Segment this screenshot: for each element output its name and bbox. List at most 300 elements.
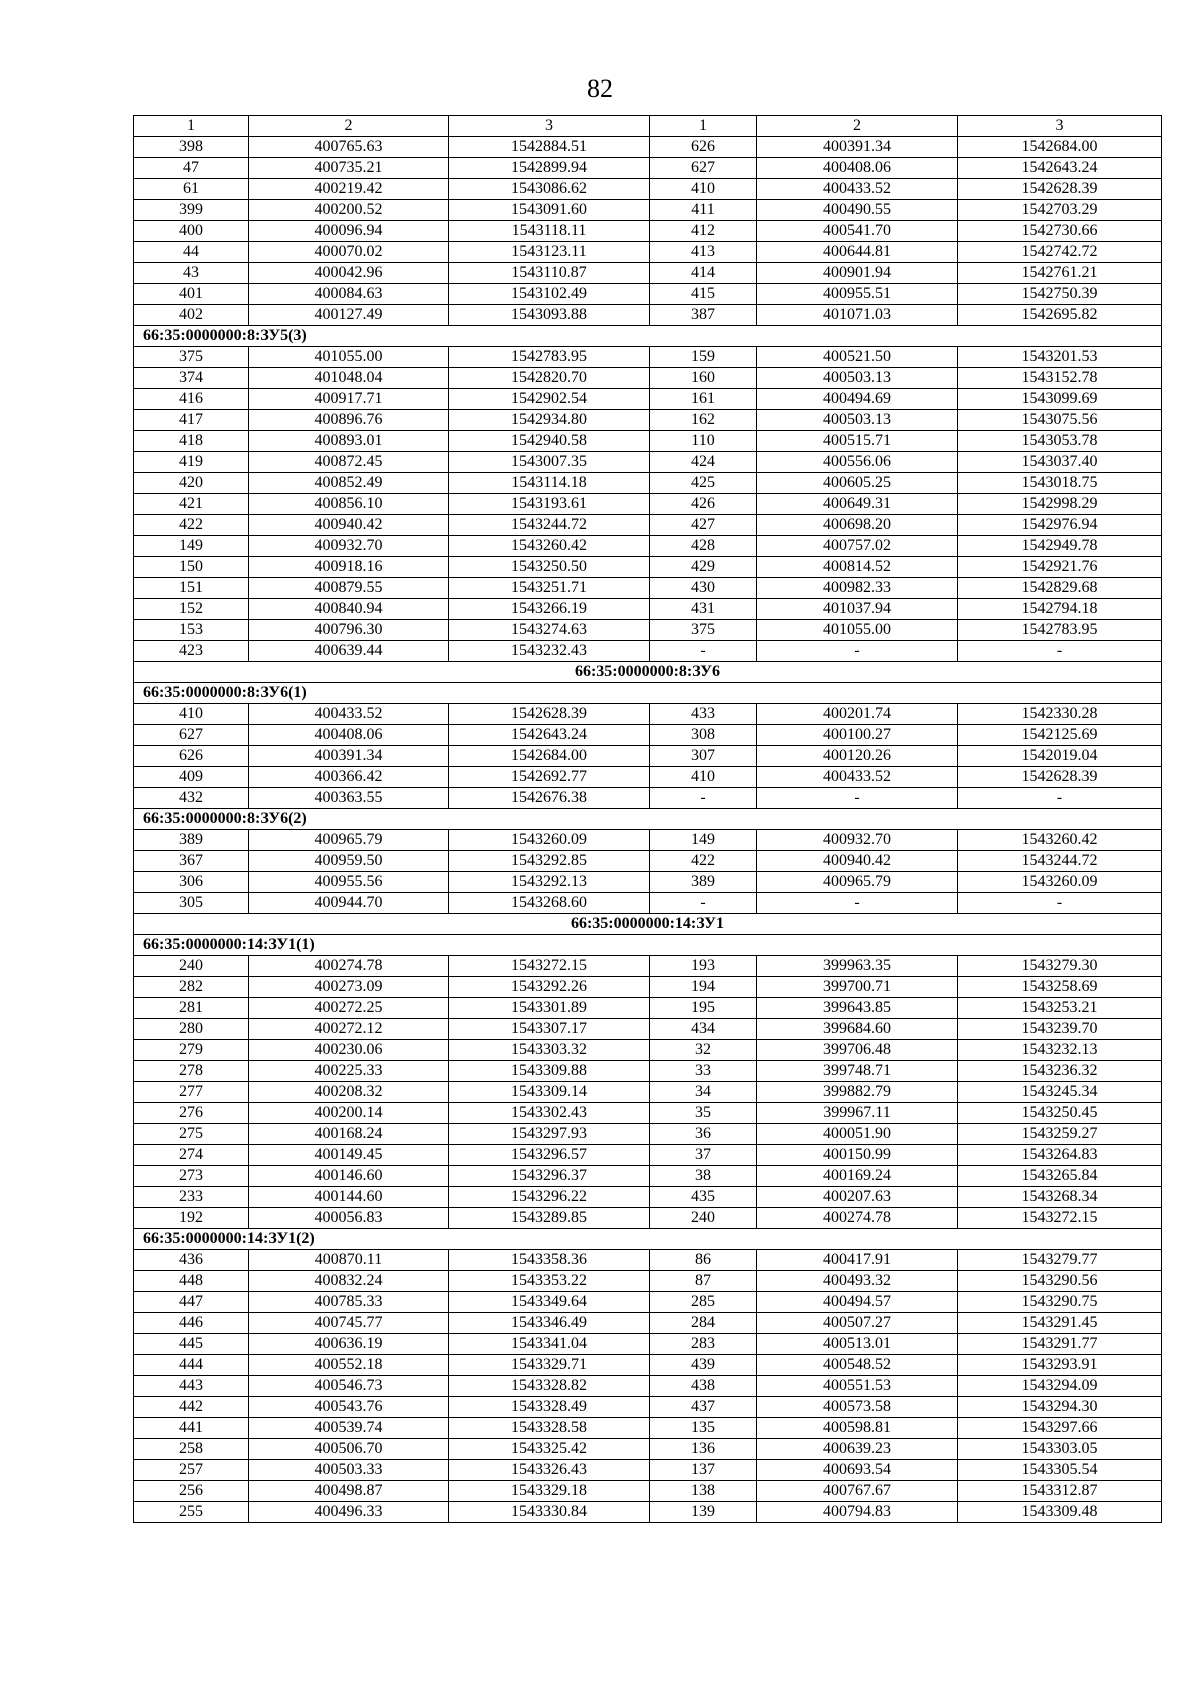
table-row xyxy=(134,641,1162,662)
table-cell: 400433.52 xyxy=(757,767,958,788)
table-cell: 401055.00 xyxy=(757,620,958,641)
table-cell: 400274.78 xyxy=(249,956,449,977)
table-cell: 1543329.18 xyxy=(449,1481,650,1502)
table-cell: 1542684.00 xyxy=(958,137,1162,158)
table-cell: 1543309.14 xyxy=(449,1082,650,1103)
section-heading-row xyxy=(134,683,1162,704)
table-cell: 400490.55 xyxy=(757,200,958,221)
table-cell: 193 xyxy=(650,956,757,977)
table-cell: 401037.94 xyxy=(757,599,958,620)
table-row xyxy=(134,389,1162,410)
table-cell: 161 xyxy=(650,389,757,410)
table-cell: 1542628.39 xyxy=(958,179,1162,200)
table-row xyxy=(134,872,1162,893)
table-cell: 37 xyxy=(650,1145,757,1166)
table-cell: 1543091.60 xyxy=(449,200,650,221)
table-cell: 1543258.69 xyxy=(958,977,1162,998)
table-cell: 1543292.13 xyxy=(449,872,650,893)
table-cell: 1542940.58 xyxy=(449,431,650,452)
table-cell: 421 xyxy=(134,494,249,515)
table-cell: 1543279.77 xyxy=(958,1250,1162,1271)
table-cell: 399643.85 xyxy=(757,998,958,1019)
table-cell: 38 xyxy=(650,1166,757,1187)
table-cell: 400796.30 xyxy=(249,620,449,641)
table-cell: 1542628.39 xyxy=(958,767,1162,788)
table-cell: 1543294.09 xyxy=(958,1376,1162,1397)
table-cell: 306 xyxy=(134,872,249,893)
table-row xyxy=(134,221,1162,242)
table-cell: 308 xyxy=(650,725,757,746)
table-row xyxy=(134,956,1162,977)
table-cell: 1542902.54 xyxy=(449,389,650,410)
table-row xyxy=(134,473,1162,494)
table-cell: 400120.26 xyxy=(757,746,958,767)
table-cell: 35 xyxy=(650,1103,757,1124)
table-cell: 426 xyxy=(650,494,757,515)
table-cell: 1543305.54 xyxy=(958,1460,1162,1481)
table-cell: 400515.71 xyxy=(757,431,958,452)
table-cell: 1543007.35 xyxy=(449,452,650,473)
table-cell: 1543297.93 xyxy=(449,1124,650,1145)
table-cell: 400144.60 xyxy=(249,1187,449,1208)
table-cell: 1543329.71 xyxy=(449,1355,650,1376)
table-cell: 61 xyxy=(134,179,249,200)
table-cell: 400219.42 xyxy=(249,179,449,200)
table-cell: 429 xyxy=(650,557,757,578)
table-row xyxy=(134,1061,1162,1082)
table-row xyxy=(134,1082,1162,1103)
table-cell: 1543307.17 xyxy=(449,1019,650,1040)
table-cell: 423 xyxy=(134,641,249,662)
table-row xyxy=(134,1250,1162,1271)
table-cell: 400272.12 xyxy=(249,1019,449,1040)
table-row xyxy=(134,557,1162,578)
table-cell: 400363.55 xyxy=(249,788,449,809)
table-cell: 400225.33 xyxy=(249,1061,449,1082)
group-title: 66:35:0000000:14:ЗУ1 xyxy=(134,914,1162,935)
table-cell: 1542899.94 xyxy=(449,158,650,179)
table-cell: 1542742.72 xyxy=(958,242,1162,263)
table-cell: 400959.50 xyxy=(249,851,449,872)
page-number: 82 xyxy=(587,74,613,103)
table-cell: 411 xyxy=(650,200,757,221)
table-cell: 1543274.63 xyxy=(449,620,650,641)
table-cell: 136 xyxy=(650,1439,757,1460)
table-cell: 400932.70 xyxy=(757,830,958,851)
table-cell: 627 xyxy=(650,158,757,179)
table-cell: 400932.70 xyxy=(249,536,449,557)
table-cell: 1543301.89 xyxy=(449,998,650,1019)
table-cell: 400273.09 xyxy=(249,977,449,998)
table-cell: 1543264.83 xyxy=(958,1145,1162,1166)
table-cell: 400503.13 xyxy=(757,368,958,389)
table-cell: 1543265.84 xyxy=(958,1166,1162,1187)
table-cell: 413 xyxy=(650,242,757,263)
table-cell: 1543201.53 xyxy=(958,347,1162,368)
table-cell: 400150.99 xyxy=(757,1145,958,1166)
header-cell: 2 xyxy=(757,116,958,137)
group-title-row xyxy=(134,914,1162,935)
table-row xyxy=(134,1355,1162,1376)
table-cell: 159 xyxy=(650,347,757,368)
table-cell: 258 xyxy=(134,1439,249,1460)
table-cell: 400896.76 xyxy=(249,410,449,431)
table-cell: 135 xyxy=(650,1418,757,1439)
table-cell: 1543268.34 xyxy=(958,1187,1162,1208)
table-cell: 375 xyxy=(650,620,757,641)
table-cell: 420 xyxy=(134,473,249,494)
table-cell: 627 xyxy=(134,725,249,746)
table-cell: 436 xyxy=(134,1250,249,1271)
table-cell: 400856.10 xyxy=(249,494,449,515)
table-cell: 256 xyxy=(134,1481,249,1502)
group-title: 66:35:0000000:8:ЗУ6 xyxy=(134,662,1162,683)
table-cell: 400506.70 xyxy=(249,1439,449,1460)
table-cell: 400408.06 xyxy=(249,725,449,746)
table-cell: 422 xyxy=(650,851,757,872)
table-cell: 437 xyxy=(650,1397,757,1418)
table-row xyxy=(134,305,1162,326)
table-cell: 400735.21 xyxy=(249,158,449,179)
table-cell: 414 xyxy=(650,263,757,284)
table-cell: 279 xyxy=(134,1040,249,1061)
table-cell: 1543292.85 xyxy=(449,851,650,872)
table-row xyxy=(134,452,1162,473)
table-cell: 1543232.13 xyxy=(958,1040,1162,1061)
table-cell: 445 xyxy=(134,1334,249,1355)
table-cell: 400494.57 xyxy=(757,1292,958,1313)
section-heading-row xyxy=(134,809,1162,830)
table-cell: 400051.90 xyxy=(757,1124,958,1145)
table-row xyxy=(134,1166,1162,1187)
table-cell: 400208.32 xyxy=(249,1082,449,1103)
table-cell: 1543245.34 xyxy=(958,1082,1162,1103)
table-cell: 400496.33 xyxy=(249,1502,449,1523)
table-cell: 1543259.27 xyxy=(958,1124,1162,1145)
table-cell: 400521.50 xyxy=(757,347,958,368)
table-cell: 87 xyxy=(650,1271,757,1292)
table-row xyxy=(134,410,1162,431)
table-row xyxy=(134,347,1162,368)
table-cell: - xyxy=(650,788,757,809)
table-cell: 47 xyxy=(134,158,249,179)
table-cell: 399706.48 xyxy=(757,1040,958,1061)
table-cell: 1542703.29 xyxy=(958,200,1162,221)
table-cell: 410 xyxy=(650,767,757,788)
table-cell: 1543328.49 xyxy=(449,1397,650,1418)
table-cell: 433 xyxy=(650,704,757,725)
table-cell: 1543309.88 xyxy=(449,1061,650,1082)
table-cell: 400070.02 xyxy=(249,242,449,263)
table-cell: 1542998.29 xyxy=(958,494,1162,515)
table-cell: 416 xyxy=(134,389,249,410)
table-row xyxy=(134,515,1162,536)
table-cell: 1543123.11 xyxy=(449,242,650,263)
table-cell: - xyxy=(958,641,1162,662)
table-cell: 400548.52 xyxy=(757,1355,958,1376)
table-cell: 400503.33 xyxy=(249,1460,449,1481)
table-cell: 1543303.05 xyxy=(958,1439,1162,1460)
table-cell: 1543053.78 xyxy=(958,431,1162,452)
header-cell: 3 xyxy=(958,116,1162,137)
table-cell: - xyxy=(757,641,958,662)
table-cell: 400965.79 xyxy=(757,872,958,893)
table-cell: 1543244.72 xyxy=(958,851,1162,872)
table-cell: 400207.63 xyxy=(757,1187,958,1208)
table-cell: 401048.04 xyxy=(249,368,449,389)
table-cell: 1543279.30 xyxy=(958,956,1162,977)
table-cell: 400146.60 xyxy=(249,1166,449,1187)
table-row xyxy=(134,263,1162,284)
table-cell: 1543260.09 xyxy=(449,830,650,851)
table-cell: 418 xyxy=(134,431,249,452)
table-cell: 400494.69 xyxy=(757,389,958,410)
table-cell: 257 xyxy=(134,1460,249,1481)
table-cell: 400649.31 xyxy=(757,494,958,515)
table-cell: 1543328.82 xyxy=(449,1376,650,1397)
table-cell: 1542730.66 xyxy=(958,221,1162,242)
table-row xyxy=(134,1145,1162,1166)
table-cell: 1543250.50 xyxy=(449,557,650,578)
table-cell: 435 xyxy=(650,1187,757,1208)
table-row xyxy=(134,158,1162,179)
table-cell: 305 xyxy=(134,893,249,914)
table-row xyxy=(134,746,1162,767)
table-cell: 149 xyxy=(134,536,249,557)
table-cell: 1542676.38 xyxy=(449,788,650,809)
table-cell: 419 xyxy=(134,452,249,473)
table-cell: 1543353.22 xyxy=(449,1271,650,1292)
table-cell: 400901.94 xyxy=(757,263,958,284)
table-cell: 400893.01 xyxy=(249,431,449,452)
table-row xyxy=(134,1208,1162,1229)
table-cell: 1542976.94 xyxy=(958,515,1162,536)
table-cell: 1543341.04 xyxy=(449,1334,650,1355)
header-cell: 1 xyxy=(134,116,249,137)
table-cell: 400433.52 xyxy=(249,704,449,725)
table-cell: 1543291.45 xyxy=(958,1313,1162,1334)
table-row xyxy=(134,788,1162,809)
table-cell: 400539.74 xyxy=(249,1418,449,1439)
table-cell: 626 xyxy=(650,137,757,158)
table-cell: 400127.49 xyxy=(249,305,449,326)
table-cell: 151 xyxy=(134,578,249,599)
table-cell: 33 xyxy=(650,1061,757,1082)
table-cell: 401071.03 xyxy=(757,305,958,326)
table-cell: 1542884.51 xyxy=(449,137,650,158)
table-row xyxy=(134,1019,1162,1040)
table-cell: 280 xyxy=(134,1019,249,1040)
table-row xyxy=(134,620,1162,641)
table-cell: 398 xyxy=(134,137,249,158)
table-cell: 1543260.09 xyxy=(958,872,1162,893)
table-row xyxy=(134,1334,1162,1355)
table-cell: 417 xyxy=(134,410,249,431)
table-cell: 1543193.61 xyxy=(449,494,650,515)
table-cell: 400551.53 xyxy=(757,1376,958,1397)
table-row xyxy=(134,767,1162,788)
table-cell: 277 xyxy=(134,1082,249,1103)
table-cell: 153 xyxy=(134,620,249,641)
table-cell: 400745.77 xyxy=(249,1313,449,1334)
table-row xyxy=(134,578,1162,599)
header-cell: 1 xyxy=(650,116,757,137)
table-cell: 194 xyxy=(650,977,757,998)
table-cell: 1543312.87 xyxy=(958,1481,1162,1502)
table-cell: 1543291.77 xyxy=(958,1334,1162,1355)
table-cell: 307 xyxy=(650,746,757,767)
table-row xyxy=(134,1124,1162,1145)
table-row xyxy=(134,1439,1162,1460)
table-cell: 1542921.76 xyxy=(958,557,1162,578)
table-cell: 400366.42 xyxy=(249,767,449,788)
table-cell: 1543296.37 xyxy=(449,1166,650,1187)
table-cell: - xyxy=(757,893,958,914)
table-cell: 400840.94 xyxy=(249,599,449,620)
table-row xyxy=(134,599,1162,620)
table-row xyxy=(134,1187,1162,1208)
table-cell: 1543302.43 xyxy=(449,1103,650,1124)
table-cell: 400644.81 xyxy=(757,242,958,263)
table-cell: 36 xyxy=(650,1124,757,1145)
table-cell: 400636.19 xyxy=(249,1334,449,1355)
table-cell: 401055.00 xyxy=(249,347,449,368)
header-cell: 2 xyxy=(249,116,449,137)
table-cell: 400274.78 xyxy=(757,1208,958,1229)
table-cell: 400503.13 xyxy=(757,410,958,431)
table-cell: 400168.24 xyxy=(249,1124,449,1145)
table-cell: 1543346.49 xyxy=(449,1313,650,1334)
table-row xyxy=(134,1040,1162,1061)
table-cell: 400541.70 xyxy=(757,221,958,242)
table-row xyxy=(134,494,1162,515)
section-heading: 66:35:0000000:8:ЗУ6(2) xyxy=(134,809,1162,830)
table-cell: 1543290.75 xyxy=(958,1292,1162,1313)
table-cell: 399700.71 xyxy=(757,977,958,998)
table-cell: 1542692.77 xyxy=(449,767,650,788)
table-cell: 1543358.36 xyxy=(449,1250,650,1271)
section-heading: 66:35:0000000:14:ЗУ1(1) xyxy=(134,935,1162,956)
group-title-row xyxy=(134,662,1162,683)
table-cell: 415 xyxy=(650,284,757,305)
table-cell: 1542783.95 xyxy=(958,620,1162,641)
table-cell: 400498.87 xyxy=(249,1481,449,1502)
table-cell: 240 xyxy=(134,956,249,977)
table-cell: 1543272.15 xyxy=(958,1208,1162,1229)
table-cell: 1542761.21 xyxy=(958,263,1162,284)
table-cell: 400639.23 xyxy=(757,1439,958,1460)
table-row xyxy=(134,977,1162,998)
table-cell: 255 xyxy=(134,1502,249,1523)
table-cell: 446 xyxy=(134,1313,249,1334)
table-cell: 399748.71 xyxy=(757,1061,958,1082)
table-cell: 1542628.39 xyxy=(449,704,650,725)
table-cell: 400201.74 xyxy=(757,704,958,725)
table-cell: 1543086.62 xyxy=(449,179,650,200)
table-cell: 1543325.42 xyxy=(449,1439,650,1460)
table-cell: 240 xyxy=(650,1208,757,1229)
table-cell: 233 xyxy=(134,1187,249,1208)
table-cell: 400417.91 xyxy=(757,1250,958,1271)
table-cell: 400543.76 xyxy=(249,1397,449,1418)
table-cell: 1543118.11 xyxy=(449,221,650,242)
table-cell: 367 xyxy=(134,851,249,872)
coordinates-table xyxy=(133,115,1162,1523)
table-cell: 284 xyxy=(650,1313,757,1334)
table-cell: 1543099.69 xyxy=(958,389,1162,410)
table-cell: 402 xyxy=(134,305,249,326)
table-row xyxy=(134,431,1162,452)
table-cell: 1543093.88 xyxy=(449,305,650,326)
table-cell: 409 xyxy=(134,767,249,788)
table-cell: 400573.58 xyxy=(757,1397,958,1418)
table-cell: 400693.54 xyxy=(757,1460,958,1481)
table-cell: 389 xyxy=(134,830,249,851)
table-cell: 1542019.04 xyxy=(958,746,1162,767)
table-cell: 441 xyxy=(134,1418,249,1439)
table-cell: 400149.45 xyxy=(249,1145,449,1166)
table-cell: - xyxy=(757,788,958,809)
table-row xyxy=(134,242,1162,263)
table-cell: 1542934.80 xyxy=(449,410,650,431)
table-cell: 152 xyxy=(134,599,249,620)
table-cell: 273 xyxy=(134,1166,249,1187)
table-cell: 444 xyxy=(134,1355,249,1376)
table-cell: - xyxy=(650,893,757,914)
table-cell: 400200.52 xyxy=(249,200,449,221)
table-cell: 1543309.48 xyxy=(958,1502,1162,1523)
table-cell: 427 xyxy=(650,515,757,536)
table-cell: 400832.24 xyxy=(249,1271,449,1292)
table-cell: 400433.52 xyxy=(757,179,958,200)
table-cell: 400408.06 xyxy=(757,158,958,179)
table-cell: - xyxy=(958,893,1162,914)
table-cell: 428 xyxy=(650,536,757,557)
table-row xyxy=(134,200,1162,221)
section-heading-row xyxy=(134,1229,1162,1250)
table-cell: 32 xyxy=(650,1040,757,1061)
section-heading-row xyxy=(134,935,1162,956)
table-row xyxy=(134,830,1162,851)
table-cell: 400200.14 xyxy=(249,1103,449,1124)
table-cell: 1543018.75 xyxy=(958,473,1162,494)
table-cell: 1543250.45 xyxy=(958,1103,1162,1124)
table-cell: 442 xyxy=(134,1397,249,1418)
table-cell: 1543236.32 xyxy=(958,1061,1162,1082)
table-cell: 192 xyxy=(134,1208,249,1229)
table-cell: 400391.34 xyxy=(757,137,958,158)
table-row xyxy=(134,179,1162,200)
section-heading: 66:35:0000000:14:ЗУ1(2) xyxy=(134,1229,1162,1250)
table-cell: 434 xyxy=(650,1019,757,1040)
table-cell: 400955.51 xyxy=(757,284,958,305)
table-cell: 443 xyxy=(134,1376,249,1397)
table-row xyxy=(134,1502,1162,1523)
table-cell: 400794.83 xyxy=(757,1502,958,1523)
table-cell: 1543253.21 xyxy=(958,998,1162,1019)
table-cell: 400940.42 xyxy=(249,515,449,536)
table-cell: 400598.81 xyxy=(757,1418,958,1439)
table-cell: 1543326.43 xyxy=(449,1460,650,1481)
table-cell: 1543266.19 xyxy=(449,599,650,620)
table-cell: 283 xyxy=(650,1334,757,1355)
table-cell: 1543075.56 xyxy=(958,410,1162,431)
table-cell: 400169.24 xyxy=(757,1166,958,1187)
table-cell: 432 xyxy=(134,788,249,809)
table-cell: 1543114.18 xyxy=(449,473,650,494)
table-cell: 1543268.60 xyxy=(449,893,650,914)
table-row xyxy=(134,1313,1162,1334)
